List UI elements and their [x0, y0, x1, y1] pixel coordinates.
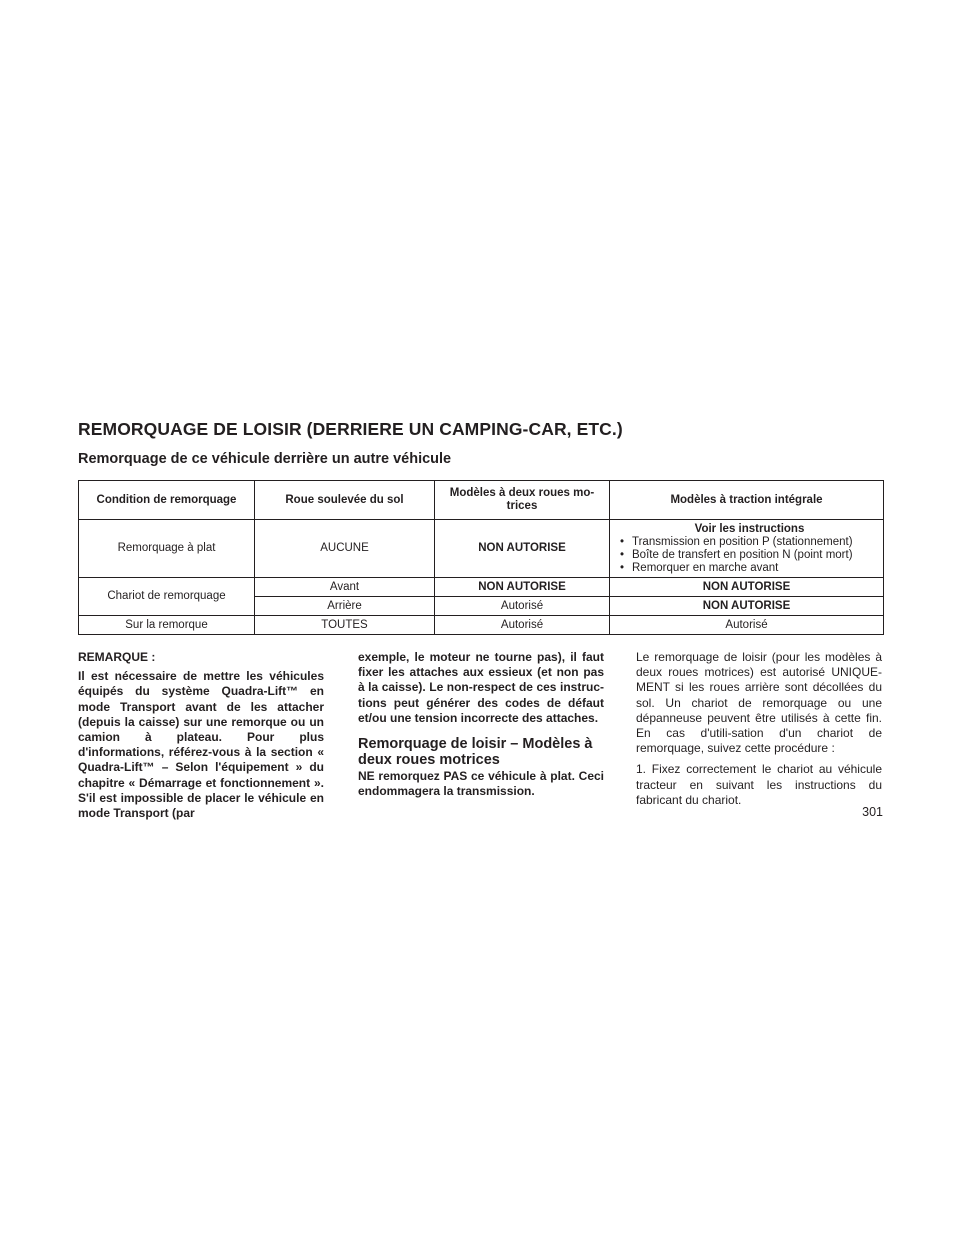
column-left: [78, 650, 324, 827]
note-label: REMARQUE :: [78, 650, 156, 664]
header-two-wheel-drive: Modèles à deux roues mo- trices: [435, 481, 610, 520]
cell-awd: NON AUTORISE: [610, 578, 884, 597]
instructions-list: [620, 536, 879, 575]
section-subtitle: Remorquage de ce véhicule derrière un autre véhicule: [78, 451, 452, 467]
table-row: [79, 616, 884, 635]
bullet-icon: •: [620, 535, 625, 548]
cell-two-wd: Autorisé: [435, 597, 610, 616]
cell-two-wd: NON AUTORISE: [435, 578, 610, 597]
bullet-icon: •: [620, 548, 625, 561]
table-row: [79, 520, 884, 578]
column-right: [636, 650, 882, 814]
table-row: [79, 578, 884, 597]
cell-wheels: TOUTES: [255, 616, 435, 635]
cell-wheels: Arrière: [255, 597, 435, 616]
instructions-title: Voir les instructions: [694, 522, 805, 535]
cell-awd-instructions: [610, 520, 884, 578]
paragraph: 1. Fixez correctement le chariot au véhicule tracteur en suivant les instructions du fabricant du chariot.: [636, 762, 882, 807]
page-number: 301: [862, 805, 883, 819]
cell-condition: Sur la remorque: [79, 616, 255, 635]
cell-wheels: Avant: [255, 578, 435, 597]
bullet-icon: •: [620, 561, 625, 574]
cell-condition: Chariot de remorquage: [79, 578, 255, 616]
section-heading: Remorquage de loisir – Modèles à deux roues motrices: [358, 736, 593, 769]
towing-table: [78, 480, 884, 635]
list-item: • Boîte de transfert en position N (point mort): [620, 548, 853, 561]
cell-two-wd: Autorisé: [435, 616, 610, 635]
note-text: Il est nécessaire de mettre les véhicules équipés du système Quadra-Lift™ en mode Transport avant de les attacher (depuis la caisse) sur une remorque ou un camion à plateau. Pour plus d'informations, référez-vous à la section « Quadra-Lift™ – Selon l'équipement » du chapitre « Démarrage et fonctionnement ». S'il est impossible de placer le véhicule en mode Transport (par: [78, 669, 324, 821]
cell-condition: Remorquage à plat: [79, 520, 255, 578]
warning-text: NE remorquez PAS ce véhicule à plat. Ceci endommagera la transmission.: [358, 769, 604, 799]
note-continued: exemple, le moteur ne tourne pas), il faut fixer les attaches aux essieux (et non pas à la caisse). Le non-respect de ces instruc-tions peut générer des codes de défaut et/ou une tension incorrecte des attaches.: [358, 650, 604, 725]
list-item: • Transmission en position P (stationnement): [620, 535, 853, 548]
column-middle: [358, 650, 604, 805]
table-header-row: [79, 481, 884, 520]
header-condition: Condition de remorquage: [79, 481, 255, 520]
cell-awd: NON AUTORISE: [610, 597, 884, 616]
cell-two-wd: NON AUTORISE: [435, 520, 610, 578]
header-wheels: Roue soulevée du sol: [255, 481, 435, 520]
header-all-wheel-drive: Modèles à traction intégrale: [610, 481, 884, 520]
page-title: REMORQUAGE DE LOISIR (DERRIERE UN CAMPING-CAR, ETC.): [78, 419, 623, 439]
list-item: • Remorquer en marche avant: [620, 561, 779, 574]
paragraph: Le remorquage de loisir (pour les modèles à deux roues motrices) est autorisé UNIQUE-MENT si les roues arrière sont décollées du sol. Un chariot de remorquage ou une dépanneuse peuvent être utilisés à cette fin. En cas d'utili-sation d'un chariot de remorquage, suivez cette procédure :: [636, 650, 882, 756]
cell-wheels: AUCUNE: [255, 520, 435, 578]
cell-awd: Autorisé: [610, 616, 884, 635]
